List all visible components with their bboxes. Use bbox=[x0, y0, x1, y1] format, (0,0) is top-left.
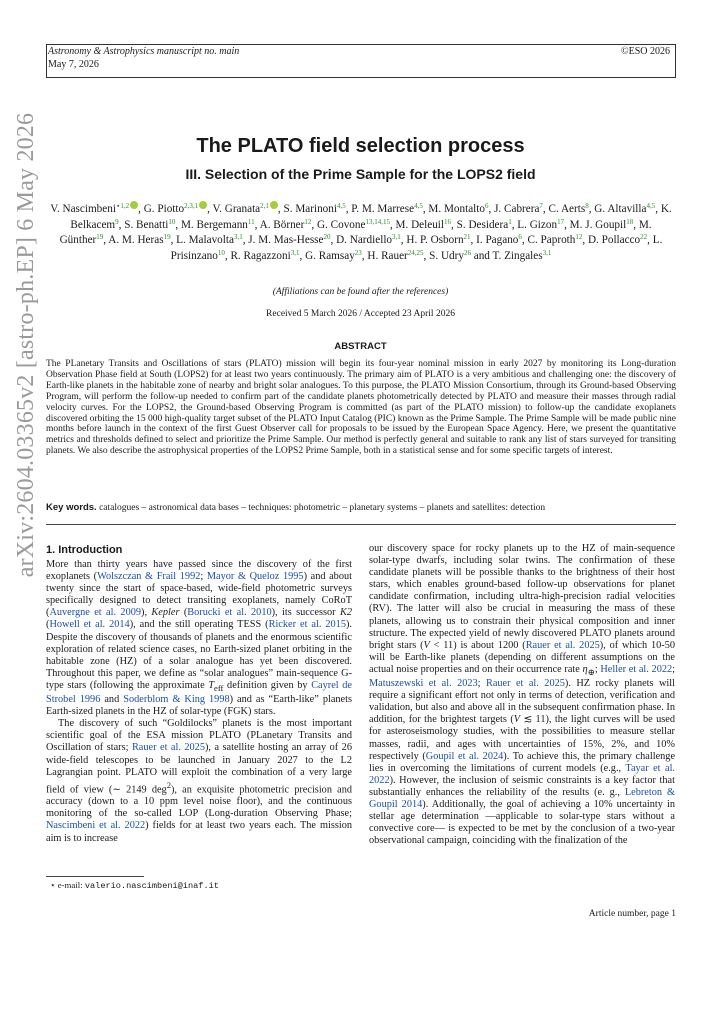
author-name: G. Ramsay bbox=[305, 249, 355, 262]
journal-line: Astronomy & Astrophysics manuscript no. main bbox=[48, 46, 240, 57]
author-affiliation[interactable]: 11 bbox=[247, 217, 255, 226]
author-entry bbox=[317, 219, 390, 231]
author-name: L. Prisinzano bbox=[170, 234, 663, 262]
author-affiliation[interactable]: 6 bbox=[518, 233, 522, 242]
citation-link[interactable]: Nascimbeni et al. 2022 bbox=[46, 820, 146, 832]
author-name: V. Nascimbeni bbox=[50, 203, 116, 215]
orcid-icon[interactable] bbox=[270, 201, 278, 209]
keywords bbox=[46, 502, 676, 514]
author-entry bbox=[476, 234, 522, 246]
citation-link[interactable]: Borucki et al. 2010 bbox=[187, 607, 272, 619]
citation-link[interactable]: Rauer et al. 2025 bbox=[485, 678, 565, 690]
keywords-label: Key words. bbox=[46, 502, 97, 513]
citation-link[interactable]: Lebreton & Goupil 2014 bbox=[369, 786, 676, 811]
author-entry bbox=[230, 250, 299, 262]
citation-link[interactable]: Tayar et al. 2022 bbox=[369, 762, 676, 786]
author-name: G. Covone bbox=[316, 218, 366, 231]
author-entry bbox=[549, 203, 589, 215]
citation-link[interactable]: Cayrel de Strobel 1996 bbox=[46, 679, 352, 706]
author-affiliation[interactable]: 12 bbox=[575, 233, 583, 242]
author-affiliation[interactable]: 6 bbox=[484, 202, 489, 210]
author-affiliation[interactable]: 3,1 bbox=[392, 233, 401, 242]
abstract-text: The PLanetary Transits and Oscillations of stars (PLATO) mission will begin its four-year nominal mission in early 2027 by monitoring its Long-duration Observation Phase field at South (LOPS2) for at least two years continuously. The primary aim of PLATO is a very ambitious and challenging one: the discovery of Earth-like planets in the habitable zone of nearby and bright solar analogues. To this purpose, the PLATO Mission Consortium, through its Ground-based Observing Program, will perform the follow-up needed to confirm part of the candidate planets photometrically detected by PLATO and measure their masses through radial velocity curves. For the LOPS2, the Ground-based Observing Program is committed (as part of the PLATO mission) to follow-up the candidate exoplanets discovered orbiting the 15 000 high-quality target subset of the PLATO Input Catalog (PIC) known as the Prime Sample. The Prime Sample will be made public nine months before launch in the context of the first Guest Observer call for proposals to be issued by the European Space Agency. Here, we present the quantitative metrics and thresholds defined to select and prioritize the Prime Sample. Our method is perfectly general and suitable to rank any list of stars surveyed for transiting planets. We also describe the astrophysical properties of the LOPS2 Prime Sample, both in a statistical sense and for some specific targets of interest. bbox=[46, 359, 676, 457]
author-affiliation[interactable]: 18 bbox=[626, 217, 634, 226]
author-affiliation[interactable]: 2,3,1 bbox=[184, 202, 199, 210]
author-affiliation[interactable]: 2,1 bbox=[260, 202, 269, 210]
author-entry bbox=[517, 219, 564, 231]
author-name: P. M. Marrese bbox=[351, 203, 415, 215]
received-dates: Received 5 March 2026 / Accepted 23 April 2026 bbox=[266, 309, 455, 319]
citation-link[interactable]: Ricker et al. 2015 bbox=[268, 619, 346, 631]
author-entry bbox=[594, 203, 655, 215]
right-column bbox=[369, 543, 675, 847]
author-entry bbox=[305, 250, 362, 262]
author-affiliation[interactable]: 13,14,15 bbox=[365, 217, 390, 226]
author-entry bbox=[108, 234, 170, 246]
author-affiliation[interactable]: 12 bbox=[304, 217, 312, 226]
author-affiliation[interactable]: 4,5 bbox=[336, 202, 346, 210]
author-name: M. J. Goupil bbox=[569, 218, 627, 231]
author-name: T. Zingales bbox=[492, 249, 543, 262]
author-name: J. M. Mas-Hesse bbox=[248, 234, 324, 247]
intro-paragraph-2: The discovery of such “Goldilocks” planets is the most important scientific goal of the ESA mission PLATO (PLanetary Transits and Oscillation of stars; Rauer et al. 2025), a satellite hosting an array of 26 wide-field telescopes to be launched in January 2027 to the L2 Lagrangian point. PLATO will exploit the combination of a very large field of view (∼ 2149 deg$^2$), an exquisite photometric precision and accuracy (down to a 10 ppm level noise floor), and the continuous monitoring of the so-called LOP (Long-duration Observing Phase; Nascimbeni et al. 2022) fields for at least two years each. The mission aim is to increase bbox=[46, 718, 352, 844]
paper-title: The PLATO field selection process bbox=[196, 135, 525, 157]
author-name: M. Deleuil bbox=[395, 218, 445, 231]
author-name: S. Udry bbox=[429, 249, 464, 262]
author-affiliation[interactable]: 7 bbox=[539, 202, 543, 210]
author-entry bbox=[588, 234, 647, 246]
section-heading: 1. Introduction bbox=[46, 544, 123, 556]
author-entry bbox=[284, 203, 346, 215]
footnote-rule bbox=[46, 876, 144, 877]
citation-link[interactable]: Auvergne et al. 2009 bbox=[49, 607, 142, 619]
citation-link[interactable]: Soderblom & King 1998 bbox=[123, 694, 230, 706]
citation-link[interactable]: Goupil et al. 2024 bbox=[425, 750, 504, 762]
author-entry bbox=[144, 203, 207, 215]
author-affiliation[interactable]: 17 bbox=[557, 217, 565, 226]
citation-link[interactable]: Heller et al. 2022 bbox=[600, 663, 673, 675]
author-affiliation[interactable]: 16 bbox=[444, 217, 452, 226]
author-affiliation[interactable]: 22 bbox=[640, 233, 648, 242]
author-entry bbox=[396, 219, 451, 231]
author-entry bbox=[429, 250, 471, 262]
author-entry bbox=[528, 234, 583, 246]
author-entry bbox=[494, 203, 543, 215]
author-name: A. Börner bbox=[259, 218, 305, 231]
author-affiliation[interactable]: 3,1 bbox=[542, 248, 552, 257]
author-entry bbox=[260, 219, 312, 231]
author-entry bbox=[213, 203, 278, 215]
author-entry bbox=[570, 219, 634, 231]
author-name: C. Paproth bbox=[527, 234, 576, 247]
citation-link[interactable]: Wolszczan & Frail 1992 bbox=[97, 571, 201, 583]
author-name: D. Nardiello bbox=[336, 234, 393, 247]
author-entry bbox=[457, 219, 512, 231]
author-affiliation[interactable]: 1 bbox=[508, 217, 512, 226]
author-affiliation[interactable]: 20 bbox=[323, 233, 331, 242]
orcid-icon[interactable] bbox=[130, 201, 138, 209]
author-affiliation[interactable]: 1,2 bbox=[120, 202, 130, 210]
author-affiliation[interactable]: 3,1 bbox=[233, 233, 243, 242]
author-entry bbox=[181, 219, 255, 231]
author-entry bbox=[351, 203, 423, 215]
intro-paragraph-1: More than thirty years have passed since the discovery of the first exoplanets (Wolszczan & Frail 1992; Mayor & Queloz 1995) and about twenty since the start of space-based, wide-field photometric surveys specifically designed to detect transiting exoplanets, namely CoRoT (Auvergne et al. 2009), Kepler (Borucki et al. 2010), its successor K2 (Howell et al. 2014), and the still operating TESS (Ricker et al. 2015). Despite the discovery of thousands of planets and the enormous scientific exploration of related science cases, no Earth-sized planet orbiting in the habitable zone (HZ) of a solar analogue has yet been discovered. Throughout this paper, we define as “solar analogues” main-sequence G-type stars (following the approximate $T_{eff}$ definition given by Cayrel de Strobel 1996 and Soderblom & King 1998) and as “Earth-like” planets Earth-sized planets in the HZ of solar-type (FGK) stars. bbox=[46, 559, 352, 718]
author-entry bbox=[176, 234, 243, 246]
author-name: L. Malavolta bbox=[176, 234, 234, 247]
author-name: H. P. Osborn bbox=[406, 234, 464, 247]
affiliations-note: (Affiliations can be found after the references) bbox=[272, 287, 449, 297]
author-entry bbox=[50, 203, 138, 215]
author-affiliation[interactable]: 4,5 bbox=[646, 202, 656, 210]
keywords-text: catalogues – astronomical data bases – techniques: photometric – planetary systems – planets and satellites: detection bbox=[99, 503, 546, 513]
author-entry bbox=[492, 250, 551, 262]
author-name: D. Pollacco bbox=[587, 234, 641, 247]
author-name: J. Cabrera bbox=[494, 203, 540, 215]
author-name: M. Bergemann bbox=[180, 218, 248, 231]
author-affiliation[interactable]: 9 bbox=[115, 217, 119, 226]
author-name: L. Gizon bbox=[517, 218, 558, 231]
author-name: G. Altavilla bbox=[594, 203, 647, 215]
author-entry bbox=[336, 234, 401, 246]
author-name: C. Aerts bbox=[548, 203, 586, 215]
author-entry bbox=[367, 250, 423, 262]
intro-paragraph-3: our discovery space for rocky planets up to the HZ of main-sequence solar-type dwarfs, including solar twins. The confirmation of these candidate planets will be possible thanks to the brightness of their host stars, which enables ground-based follow-up observations for planet candidate confirmation, including ultra-high-precision radial velocities (RV). The latter will also be crucial in measuring the mass of these planets, allowing us to constrain their physical composition and inner structure. The expected yield of newly discovered PLATO planets around bright stars (V < 11) is about 1200 (Rauer et al. 2025), of which 10-50 will be Earth-like planets (depending on different assumptions on the actual noise properties and on their occurrence rate $\eta_\oplus$; Heller et al. 2022; Matuszewski et al. 2023; Rauer et al. 2025). HZ rocky planets will require a significant effort not only in terms of detection, verification and validation, but also and above all in the subsequent confirmation phase. In addition, for the brightest targets (V ≲ 11), the light curves will be used for asteroseismology studies, with the possibilities to measure stellar masses, radii, and ages with uncertainties of 15%, 2%, and 10% respectively (Goupil et al. 2024). To achieve this, the primary challenge lies in overcoming the limitations of current models (e.g., Tayar et al. 2022). However, the inclusion of seismic constraints is a key factor that substantially enhances the reliability of the results (e. g., Lebreton & Goupil 2014). Additionally, the goal of achieving a 10% uncertainty in stellar age determination —applicable to solar-type stars without a convective core— is expected to be met by the conclusion of a two-year observational campaign, coinciding with the finalization of the bbox=[369, 543, 676, 847]
author-affiliation[interactable]: 4,5 bbox=[414, 202, 423, 210]
orcid-icon[interactable] bbox=[199, 201, 207, 209]
author-name: R. Ragazzoni bbox=[230, 249, 291, 262]
citation-link[interactable]: Matuszewski et al. 2023 bbox=[369, 678, 478, 690]
author-affiliation[interactable]: 10 bbox=[217, 248, 225, 257]
left-column bbox=[46, 543, 352, 845]
author-affiliation[interactable]: 8 bbox=[585, 202, 589, 210]
author-affiliation[interactable]: 21 bbox=[463, 233, 471, 242]
author-entry bbox=[248, 234, 330, 246]
footnote bbox=[50, 880, 219, 892]
author-name: K. Belkacem bbox=[70, 203, 672, 231]
author-name: I. Pagano bbox=[476, 234, 519, 247]
author-entry bbox=[428, 203, 488, 215]
citation-link[interactable]: Howell et al. 2014 bbox=[49, 619, 130, 631]
citation-link[interactable]: Rauer et al. 2025 bbox=[525, 639, 600, 651]
author-name: A. M. Heras bbox=[108, 234, 164, 247]
author-mark: ⋆ bbox=[115, 202, 121, 210]
arxiv-watermark[interactable]: arXiv:2604.03365v2 [astro-ph.EP] 6 May 2026 bbox=[13, 112, 39, 578]
footnote-email[interactable]: valerio.nascimbeni@inaf.it bbox=[84, 881, 219, 891]
author-affiliation[interactable]: 3,1 bbox=[290, 248, 300, 257]
author-name: S. Marinoni bbox=[283, 203, 337, 215]
author-name: M. Günther bbox=[59, 218, 652, 247]
citation-link[interactable]: Rauer et al. 2025 bbox=[131, 742, 205, 754]
manuscript-date: May 7, 2026 bbox=[48, 59, 99, 70]
author-affiliation[interactable]: 19 bbox=[163, 233, 171, 242]
footnote-label: e-mail: bbox=[57, 880, 83, 890]
author-affiliation[interactable]: 10 bbox=[168, 217, 176, 226]
author-entry bbox=[406, 234, 470, 246]
author-name: H. Rauer bbox=[367, 249, 408, 262]
page-number: Article number, page 1 bbox=[588, 909, 676, 919]
author-affiliation[interactable]: 23 bbox=[354, 248, 362, 257]
paper-subtitle: III. Selection of the Prime Sample for the LOPS2 field bbox=[185, 166, 536, 182]
author-name: S. Benatti bbox=[124, 218, 169, 231]
author-affiliation[interactable]: 26 bbox=[463, 248, 471, 257]
author-affiliation[interactable]: 24,25 bbox=[407, 248, 424, 257]
footnote-mark: ⋆ bbox=[50, 880, 56, 890]
author-entry bbox=[124, 219, 175, 231]
author-name: M. Montalto bbox=[428, 203, 485, 215]
divider bbox=[46, 524, 676, 525]
author-list: V. Nascimbeni$^{⋆1,2}$ , G. Piotto$^{2,3,1}$ , V. Granata$^{2,1}$ , S. Marinoni$^{4,5}$, P. M. Marrese$^{4,5}$, M. Montalto$^6$, J. Cabrera$^7$, C. Aerts$^8$, G. Altavilla$^{4,5}$, K. Belkacem$^9$, S. Benatti$^{10}$, M. Bergemann$^{11}$, A. Börner$^{12}$, G. Covone$^{13,14,15}$, M. Deleuil$^{16}$, S. Desidera$^1$, L. Gizon$^{17}$, M. J. Goupil$^{18}$, M. Günther$^{19}$, A. M. Heras$^{19}$, L. Malavolta$^{3,1}$, J. M. Mas-Hesse$^{20}$, D. Nardiello$^{3,1}$, H. P. Osborn$^{21}$, I. Pagano$^6$, C. Paproth$^{12}$, D. Pollacco$^{22}$, L. Prisinzano$^{10}$, R. Ragazzoni$^{3,1}$, G. Ramsay$^{23}$, H. Rauer$^{24,25}$, S. Udry$^{26}$ and T. Zingales$^{3,1}$ bbox=[50, 202, 672, 262]
citation-link[interactable]: Mayor & Queloz 1995 bbox=[206, 571, 304, 583]
author-affiliation[interactable]: 19 bbox=[96, 233, 104, 242]
copyright: ©ESO 2026 bbox=[621, 46, 670, 57]
author-name: V. Granata bbox=[212, 203, 261, 215]
author-name: G. Piotto bbox=[143, 203, 185, 215]
author-name: S. Desidera bbox=[456, 218, 509, 231]
abstract-heading: ABSTRACT bbox=[334, 341, 387, 352]
